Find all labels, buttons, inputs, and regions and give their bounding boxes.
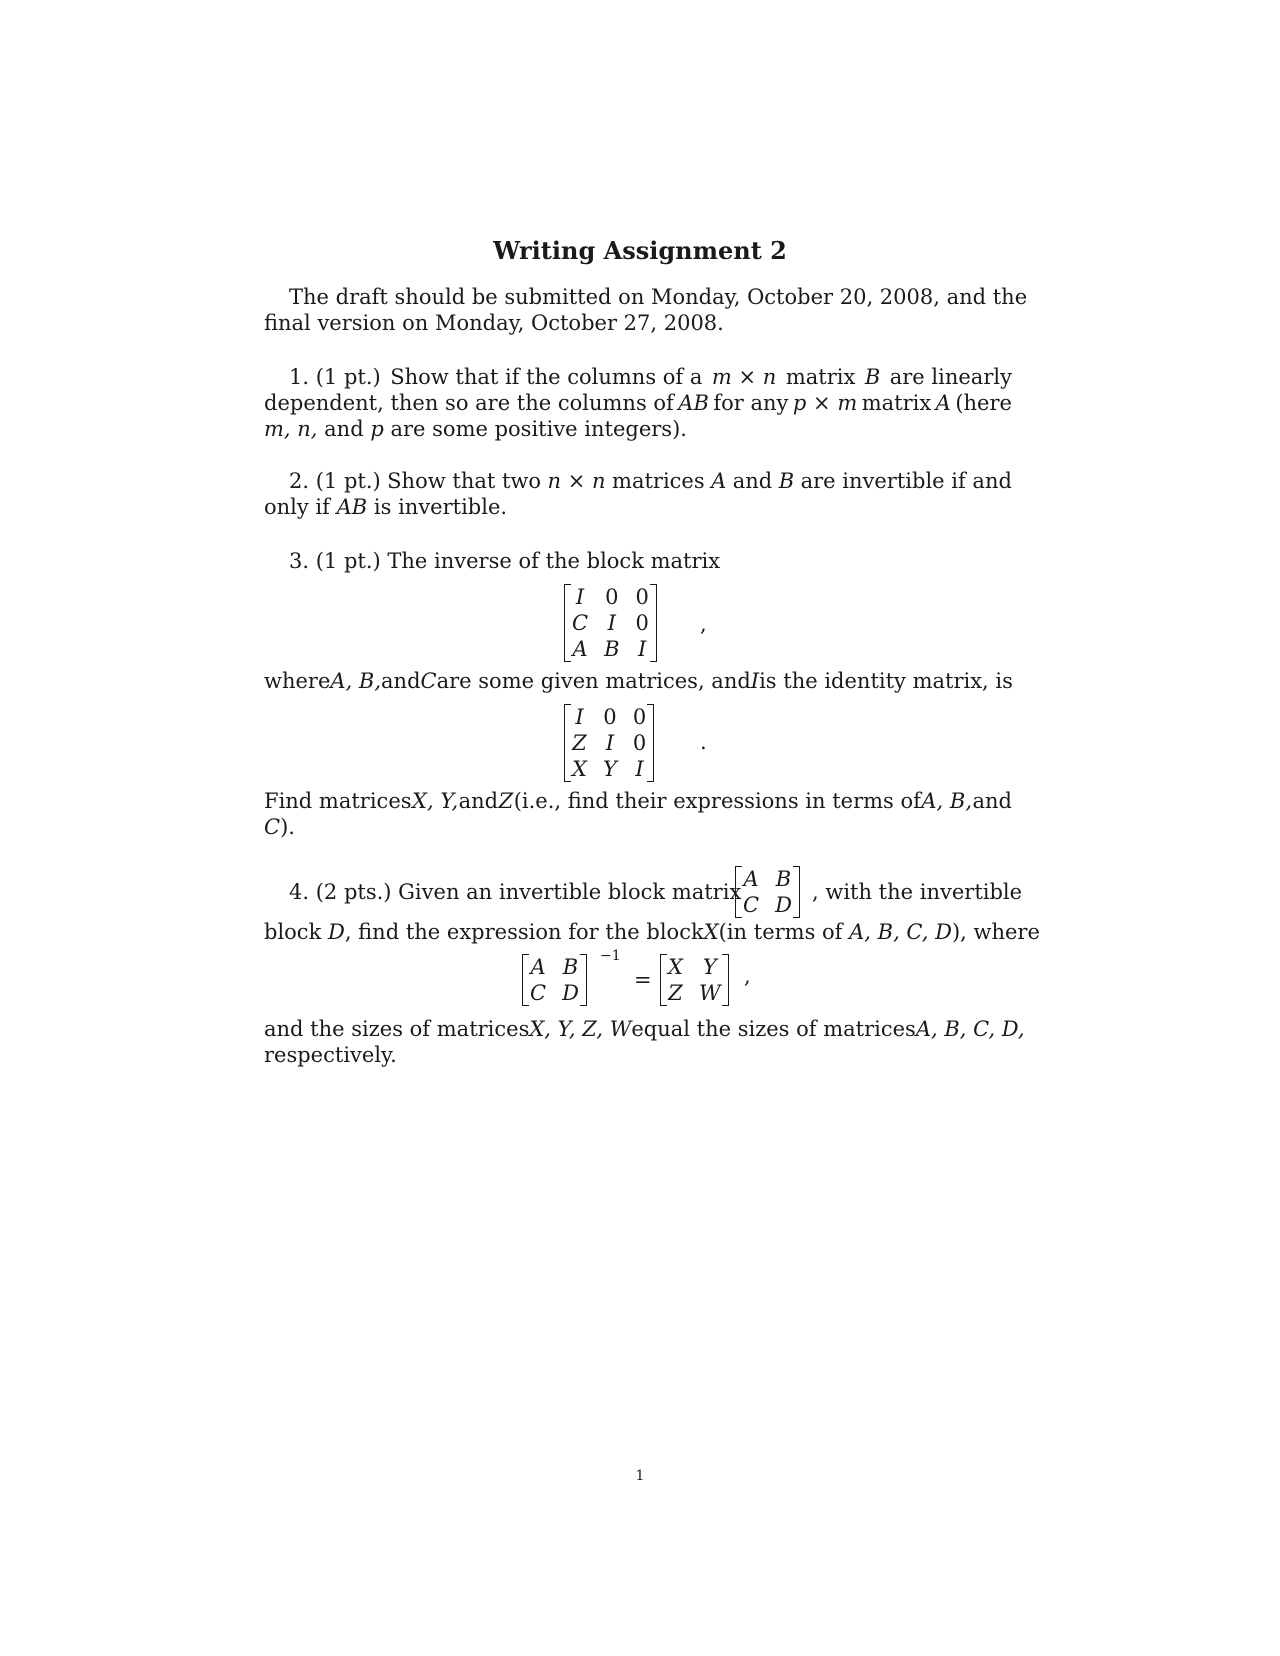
matrix-cells (564, 584, 657, 662)
matrix-row (522, 954, 587, 980)
matrix-cell: C (743, 893, 760, 917)
matrix-cell: W (698, 981, 721, 1005)
matrix-cells (564, 704, 654, 782)
matrix-cell: C (572, 611, 589, 635)
problem-2-line-2: only if AB is invertible. (264, 495, 508, 519)
matrix-cell: D (775, 893, 792, 917)
matrix-cell: Z (572, 731, 587, 755)
matrix-row (735, 892, 800, 918)
matrix-cell: 0 (603, 705, 617, 729)
left-bracket (522, 954, 529, 1006)
matrix-cell: I (635, 757, 644, 781)
matrix-cell: I (638, 637, 647, 661)
matrix-1-comma: , (700, 612, 707, 636)
matrix-cell: B (604, 637, 620, 661)
block-matrix-2 (564, 704, 654, 782)
matrix-cell: A (530, 955, 546, 979)
problem-1-line-3: m, n, and p are some positive integers). (264, 417, 687, 441)
problem-1-line-1: 1. (1 pt.) Show that if the columns of a m × n matrix B are linearly (289, 365, 1012, 389)
matrix-row (660, 954, 729, 980)
problem-4-label: 4. (2 pts.) (289, 880, 392, 904)
matrix-cell: D (562, 981, 579, 1005)
intro-line-2: final version on Monday, October 27, 2008. (264, 311, 724, 335)
matrix-row (564, 610, 657, 636)
matrix-row (564, 730, 654, 756)
left-bracket (735, 866, 742, 918)
matrix-cell: X (668, 955, 683, 979)
problem-1-line-2: dependent, then so are the columns of AB for any p × m matrix A (here (264, 391, 1012, 415)
lhs-matrix (522, 954, 587, 1006)
matrix-cell: 0 (635, 611, 649, 635)
block-matrix-1 (564, 584, 657, 662)
matrix-cell: 0 (635, 585, 649, 609)
right-bracket (580, 954, 587, 1006)
matrix-row (660, 980, 729, 1006)
problem-3-line-2: where A, B, and C are some given matrices, and I is the identity matrix, is (264, 669, 1013, 693)
problem-2-label: 2. (1 pt.) (289, 469, 381, 493)
problem-4-line-1a: 4. (2 pts.) Given an invertible block matrix (289, 880, 742, 904)
matrix-cell: X (572, 757, 587, 781)
left-bracket (660, 954, 667, 1006)
matrix-cell: Z (668, 981, 683, 1005)
matrix-cell: 0 (632, 731, 647, 755)
problem-4-line-1b: , with the invertible (812, 880, 1023, 904)
matrix-cell: I (607, 611, 616, 635)
matrix-cell: I (575, 705, 584, 729)
left-bracket (564, 704, 571, 782)
problem-4-line-4: respectively. (264, 1043, 397, 1067)
matrix-cell: C (530, 981, 547, 1005)
rhs-comma: , (744, 964, 751, 988)
problem-3-line-1: 3. (1 pt.) The inverse of the block matrix (289, 549, 721, 573)
intro-line-1: The draft should be submitted on Monday, October 20, 2008, and the (289, 285, 1028, 309)
matrix-cells (660, 954, 729, 1006)
problem-3-line-3: Find matrices X, Y, and Z (i.e., find their expressions in terms of A, B, and (264, 789, 1012, 813)
inverse-superscript: −1 (600, 948, 621, 964)
matrix-cell: Y (602, 757, 617, 781)
matrix-row (522, 980, 587, 1006)
matrix-cell: I (605, 731, 615, 755)
matrix-row (564, 636, 657, 662)
matrix-cell: Y (702, 955, 717, 979)
right-bracket (793, 866, 800, 918)
problem-3-line-4: C). (264, 815, 295, 839)
right-bracket (650, 584, 657, 662)
matrix-cell: A (743, 867, 759, 891)
page-number: 1 (635, 1468, 645, 1484)
matrix-row (564, 756, 654, 782)
right-bracket (722, 954, 729, 1006)
problem-2-line-1: 2. (1 pt.) Show that two n × n matrices A and B are invertible if and (289, 469, 1012, 493)
matrix-cell: I (575, 585, 585, 609)
page-title: Writing Assignment 2 (493, 236, 787, 265)
problem-3-label: 3. (1 pt.) (289, 549, 381, 573)
right-bracket (647, 704, 654, 782)
matrix-2-period: . (700, 730, 707, 754)
matrix-cells (522, 954, 587, 1006)
problem-4-line-2: block D, find the expression for the block X (in terms of A, B, C, D), where (264, 920, 1040, 944)
problem-4-line-3: and the sizes of matrices X, Y, Z, W equal the sizes of matrices A, B, C, D, (264, 1017, 1025, 1041)
matrix-cell: 0 (605, 585, 619, 609)
rhs-matrix (660, 954, 729, 1006)
matrix-row (564, 704, 654, 730)
equals-sign: = (634, 968, 652, 992)
matrix-cells (735, 866, 800, 918)
problem-1-label: 1. (1 pt.) (289, 365, 381, 389)
matrix-cell: B (562, 955, 579, 979)
matrix-cell: 0 (632, 705, 647, 729)
matrix-row (564, 584, 657, 610)
matrix-cell: A (572, 637, 588, 661)
matrix-row (735, 866, 800, 892)
inline-block-matrix (735, 866, 800, 918)
matrix-cell: B (775, 867, 792, 891)
left-bracket (564, 584, 571, 662)
